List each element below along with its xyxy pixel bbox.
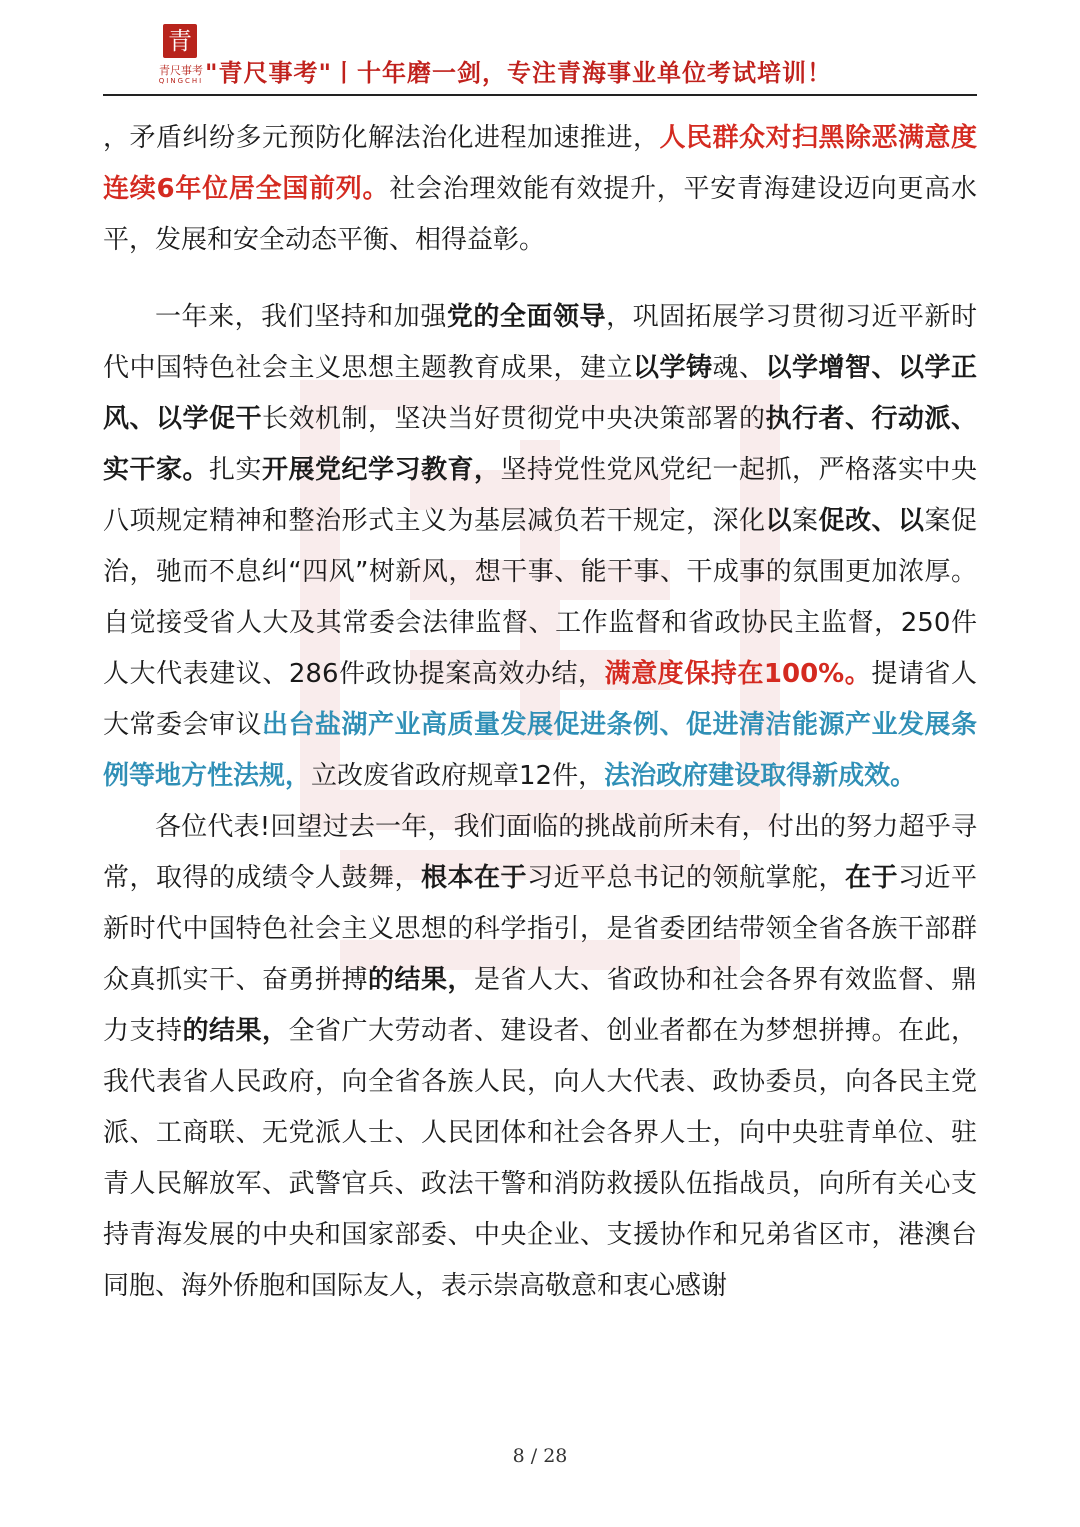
- logo-seal: 青: [163, 24, 197, 58]
- highlight-red: 满意度保持在100%。: [604, 659, 872, 689]
- text-run: 案: [791, 506, 819, 536]
- logo-chinese-name: 青尺事考: [159, 64, 203, 77]
- text-run: 习近平总书记的领航掌舵，: [526, 863, 845, 893]
- paragraph-gap: [103, 266, 977, 292]
- bold-run: 开展党纪学习教育，: [262, 455, 501, 485]
- text-run: 立改废省政府规章12件，: [311, 761, 605, 791]
- bold-run: 在于: [844, 863, 898, 893]
- bold-run: 以学铸: [632, 353, 713, 383]
- bold-run: 党的全面领导: [446, 302, 607, 332]
- text-run: 是省人大、省政协和社会各界有效监督、鼎力支持: [103, 965, 977, 1046]
- page-number: 8 / 28: [512, 1445, 568, 1467]
- page-header: [103, 20, 977, 96]
- paragraph-1: [103, 113, 977, 266]
- highlight-red: 人民群众对扫黑除恶满意度连续6年位居全国前列。: [103, 123, 977, 204]
- qingchi-logo: [151, 24, 211, 90]
- text-run: 魂、: [712, 353, 766, 383]
- text-run: 一年来，我们坚持和加强: [155, 302, 447, 332]
- text-run: 全省广大劳动者、建设者、创业者都在为梦想拼搏。在此，我代表省人民政府，向全省各族人民，向人大代表、政协委员，向各民主党派、工商联、无党派人士、人民团体和社会各界人士，向中央驻青单位、驻青人民解放军、武警官兵、政法干警和消防救援队伍指战员，向所有关心支持青海发展的中央和国家部委、中央企业、支援协作和兄弟省区市，港澳台同胞、海外侨胞和国际友人，表示崇高敬意和衷心感谢: [103, 1016, 977, 1301]
- logo-english-name: QINGCHI: [158, 77, 204, 85]
- paragraph-3: [103, 802, 977, 1312]
- text-run: 习近平新时代中国特色社会主义思想的科学指引，是省委团结带领全省各族干部群众真抓实干、奋勇拼搏: [103, 863, 977, 995]
- text-run: 长效机制，坚决当好贯彻党中央决策部署的: [262, 404, 766, 434]
- text-run: 提请省人大常委会审议: [103, 659, 977, 740]
- paragraph-2: [103, 292, 977, 802]
- highlight-blue: 出台盐湖产业高质量发展促进条例、促进清洁能源产业发展条例等地方性法规，: [103, 710, 977, 791]
- text-run: ，巩固拓展学习贯彻习近平新时代中国特色社会主义思想主题教育成果，建立: [103, 302, 977, 383]
- text-run: 各位代表!回望过去一年，我们面临的挑战前所未有，付出的努力超乎寻常，取得的成绩令人鼓舞，: [103, 812, 977, 893]
- document-body: [103, 113, 977, 1312]
- text-run: 坚持党性党风党纪一起抓，严格落实中央八项规定精神和整治形式主义为基层减负若干规定，深化: [103, 455, 977, 536]
- text-run: ，矛盾纠纷多元预防化解法治化进程加速推进，: [103, 123, 660, 153]
- bold-run: 的结果，: [182, 1016, 289, 1046]
- bold-run: 执行者、行动派、实干家。: [103, 404, 977, 485]
- bold-run: 根本在于: [420, 863, 527, 893]
- text-run: 扎实: [209, 455, 262, 485]
- text-run: 社会治理效能有效提升，平安青海建设迈向更高水平，发展和安全动态平衡、相得益彰。: [103, 174, 977, 255]
- text-run: 案促治，驰而不息纠“四风”树新风，想干事、能干事、干成事的氛围更加浓厚。自觉接受省人大及其常委会法律监督、工作监督和省政协民主监督，250件人大代表建议、286件政协提案高效办结，: [103, 506, 977, 689]
- bold-run: 促改、以: [818, 506, 925, 536]
- bold-run: 以学增智、以学正风、以学促干: [103, 353, 977, 434]
- highlight-blue: 法治政府建设取得新成效。: [604, 761, 917, 791]
- bold-run: 以: [765, 506, 792, 536]
- bold-run: 的结果，: [368, 965, 474, 995]
- header-slogan: "青尺事考"丨十年磨一剑，专注青海事业单位考试培训！: [205, 59, 833, 87]
